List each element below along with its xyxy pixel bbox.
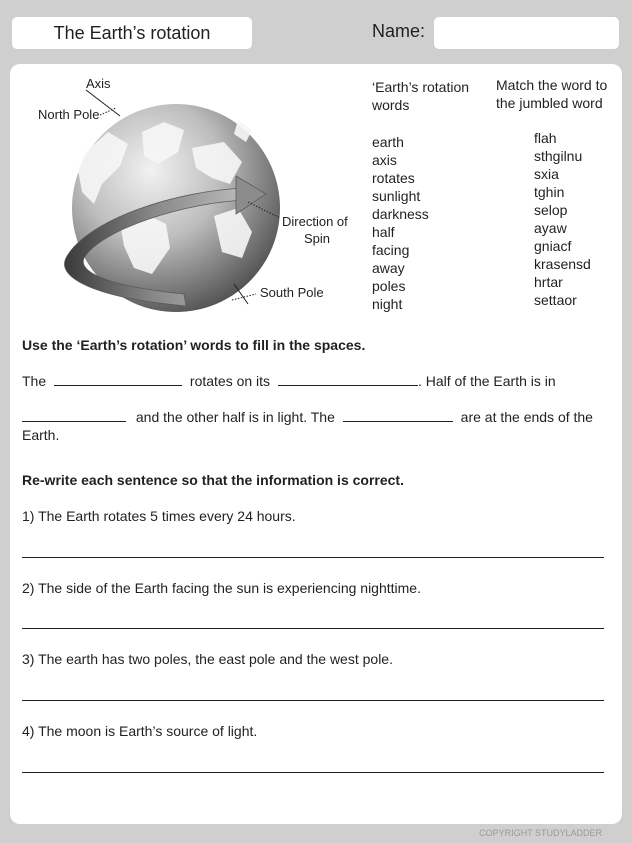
rewrite-item-2: 2) The side of the Earth facing the sun is experiencing nighttime. bbox=[22, 580, 421, 596]
blank-4[interactable] bbox=[343, 421, 453, 422]
rewrite-item-4: 4) The moon is Earth’s source of light. bbox=[22, 723, 258, 739]
answer-line-1[interactable] bbox=[22, 557, 604, 558]
list-item: earth bbox=[372, 134, 404, 150]
list-item: sthgilnu bbox=[534, 148, 583, 164]
jumbled-heading-line1: Match the word to bbox=[496, 77, 608, 93]
rewrite-instruction: Re-write each sentence so that the information is correct. bbox=[22, 472, 404, 488]
list-item: krasensd bbox=[534, 256, 591, 272]
fill-instruction: Use the ‘Earth’s rotation’ words to fill in the spaces. bbox=[22, 337, 366, 353]
fill-text: rotates on its bbox=[189, 373, 271, 389]
list-item: away bbox=[372, 260, 405, 276]
fill-text: and the other half is in light. The bbox=[135, 409, 335, 425]
earth-rotation-diagram bbox=[16, 72, 366, 328]
list-item: poles bbox=[372, 278, 406, 294]
direction-label-line2: Spin bbox=[304, 231, 331, 246]
north-pole-label: North Pole bbox=[38, 107, 100, 122]
direction-label-line1: Direction of bbox=[282, 214, 348, 229]
list-item: darkness bbox=[372, 206, 429, 222]
words-list bbox=[372, 133, 429, 313]
south-pole-label: South Pole bbox=[260, 285, 324, 300]
list-item: selop bbox=[534, 202, 568, 218]
fill-text: The bbox=[22, 373, 47, 389]
words-heading-line1: ‘Earth’s rotation bbox=[372, 79, 470, 95]
blank-1[interactable] bbox=[54, 385, 182, 386]
list-item: facing bbox=[372, 242, 410, 258]
fill-sentence-2 bbox=[22, 409, 593, 425]
list-item: half bbox=[372, 224, 395, 240]
list-item: ayaw bbox=[534, 220, 567, 236]
list-item: sxia bbox=[534, 166, 559, 182]
worksheet-title: The Earth’s rotation bbox=[12, 17, 252, 49]
answer-line-3[interactable] bbox=[22, 700, 604, 701]
list-item: hrtar bbox=[534, 274, 563, 290]
fill-text: are at the ends of the bbox=[460, 409, 593, 425]
blank-3[interactable] bbox=[22, 421, 126, 422]
rewrite-item-3: 3) The earth has two poles, the east pole and the west pole. bbox=[22, 651, 393, 667]
words-heading-line2: words bbox=[372, 97, 410, 113]
copyright-text: COPYRIGHT STUDYLADDER bbox=[479, 828, 602, 838]
rewrite-item-1: 1) The Earth rotates 5 times every 24 hours. bbox=[22, 508, 296, 524]
list-item: tghin bbox=[534, 184, 565, 200]
fill-sentence-3: Earth. bbox=[22, 427, 60, 443]
list-item: axis bbox=[372, 152, 397, 168]
list-item: gniacf bbox=[534, 238, 572, 254]
fill-text: . Half of the Earth is in bbox=[417, 373, 556, 389]
list-item: rotates bbox=[372, 170, 415, 186]
list-item: night bbox=[372, 296, 403, 312]
jumbled-heading-line2: the jumbled word bbox=[496, 95, 603, 111]
list-item: settaor bbox=[534, 292, 577, 308]
answer-line-2[interactable] bbox=[22, 628, 604, 629]
name-field[interactable] bbox=[434, 17, 619, 49]
axis-label: Axis bbox=[86, 76, 111, 91]
fill-sentence-1 bbox=[22, 373, 556, 389]
name-label: Name: bbox=[372, 21, 426, 41]
list-item: sunlight bbox=[372, 188, 421, 204]
answer-line-4[interactable] bbox=[22, 772, 604, 773]
list-item: flah bbox=[534, 130, 557, 146]
blank-2[interactable] bbox=[278, 385, 418, 386]
jumbled-list bbox=[534, 129, 591, 309]
